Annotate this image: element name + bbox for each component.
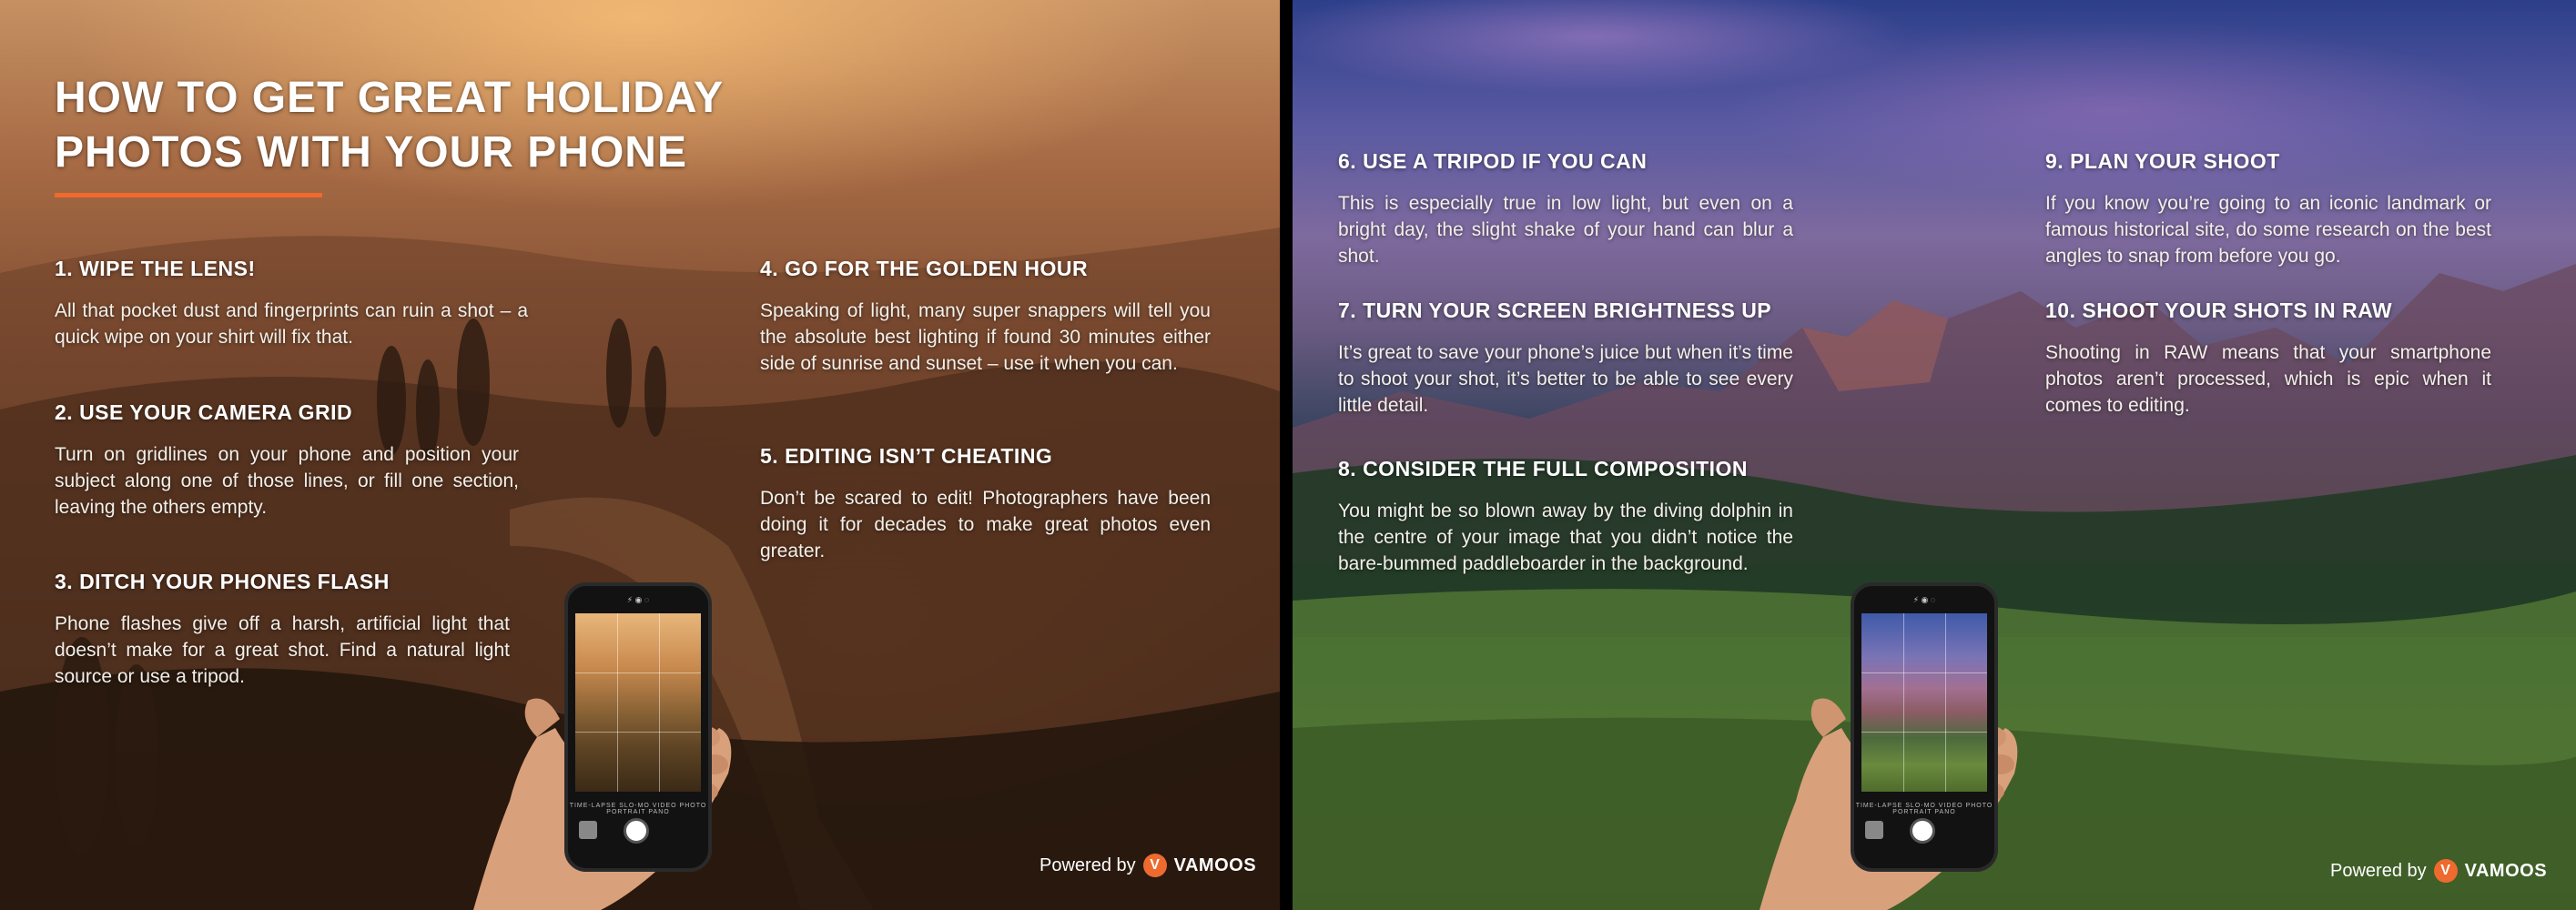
tip-body: You might be so blown away by the diving dolphin in the centre of your image that you didn’t notice the bare-bummed paddleboarder in the background. bbox=[1338, 500, 1793, 574]
camera-top-icons: ⚡ ◉ ◌ bbox=[1912, 595, 1936, 604]
vamoos-logo-icon: V bbox=[2434, 859, 2458, 883]
tip-heading: 5. EDITING ISN’T CHEATING bbox=[760, 444, 1053, 468]
powered-by-label: Powered by bbox=[2330, 860, 2427, 881]
left-infographic-panel bbox=[0, 0, 1280, 910]
tip-heading: 8. CONSIDER THE FULL COMPOSITION bbox=[1338, 457, 1749, 480]
tip-7 bbox=[1338, 298, 1793, 419]
brand-name: VAMOOS bbox=[1173, 854, 1257, 875]
tip-3 bbox=[55, 570, 510, 690]
gallery-thumbnail bbox=[579, 821, 597, 839]
title-line-1: HOW TO GET GREAT HOLIDAY bbox=[55, 74, 725, 122]
tip-10 bbox=[2045, 298, 2491, 419]
shutter-button-icon bbox=[1910, 818, 1935, 844]
tip-2 bbox=[55, 400, 519, 521]
panel-divider bbox=[1280, 0, 1293, 910]
tip-heading: 9. PLAN YOUR SHOOT bbox=[2045, 149, 2280, 173]
gallery-thumbnail bbox=[1865, 821, 1883, 839]
phone-screen bbox=[575, 613, 701, 792]
vamoos-logo-icon: V bbox=[1143, 854, 1167, 877]
tip-1 bbox=[55, 257, 528, 350]
tip-8 bbox=[1338, 457, 1793, 577]
title-line-2: PHOTOS WITH YOUR PHONE bbox=[55, 128, 687, 177]
tip-heading: 10. SHOOT YOUR SHOTS IN RAW bbox=[2045, 298, 2393, 322]
powered-by-badge bbox=[2330, 859, 2547, 883]
hand-holding-phone bbox=[1741, 582, 2033, 910]
brand-name: VAMOOS bbox=[2464, 860, 2548, 881]
tip-body: All that pocket dust and fingerprints can ruin a shot – a quick wipe on your shirt will fix that. bbox=[55, 300, 528, 348]
camera-modes: TIME-LAPSE SLO-MO VIDEO PHOTO PORTRAIT PANO bbox=[1855, 803, 1993, 815]
powered-by-badge bbox=[1040, 854, 1256, 877]
tip-heading: 3. DITCH YOUR PHONES FLASH bbox=[55, 570, 390, 593]
tip-heading: 7. TURN YOUR SCREEN BRIGHTNESS UP bbox=[1338, 298, 1772, 322]
tip-heading: 1. WIPE THE LENS! bbox=[55, 257, 256, 280]
tip-heading: 4. GO FOR THE GOLDEN HOUR bbox=[760, 257, 1089, 280]
hand-holding-phone bbox=[455, 582, 746, 910]
tip-body: Turn on gridlines on your phone and position your subject along one of those lines, or fill one section, leaving the others empty. bbox=[55, 444, 519, 518]
tip-body: This is especially true in low light, but even on a bright day, the slight shake of your hand can blur a shot. bbox=[1338, 193, 1793, 267]
camera-top-icons: ⚡ ◉ ◌ bbox=[626, 595, 650, 604]
tip-heading: 2. USE YOUR CAMERA GRID bbox=[55, 400, 353, 424]
tip-9 bbox=[2045, 149, 2491, 269]
page-title bbox=[55, 71, 874, 180]
camera-modes: TIME-LAPSE SLO-MO VIDEO PHOTO PORTRAIT PANO bbox=[569, 803, 707, 815]
tip-body: Shooting in RAW means that your smartphone photos aren’t processed, which is epic when it comes to editing. bbox=[2045, 342, 2491, 416]
powered-by-label: Powered by bbox=[1040, 854, 1136, 875]
tip-body: Speaking of light, many super snappers will tell you the absolute best lighting if found 30 minutes either side of sunrise and sunset – use it when you can. bbox=[760, 300, 1211, 374]
tip-body: Don’t be scared to edit! Photographers have been doing it for decades to make great photos even greater. bbox=[760, 488, 1211, 561]
tip-6 bbox=[1338, 149, 1793, 269]
smartphone bbox=[564, 582, 712, 872]
tip-body: It’s great to save your phone’s juice but when it’s time to shoot your shot, it’s better to be able to see every little detail. bbox=[1338, 342, 1793, 416]
tip-heading: 6. USE A TRIPOD IF YOU CAN bbox=[1338, 149, 1648, 173]
phone-screen bbox=[1861, 613, 1987, 792]
title-underline bbox=[55, 193, 322, 197]
shutter-button-icon bbox=[624, 818, 649, 844]
tip-body: Phone flashes give off a harsh, artificial light that doesn’t make for a great shot. Find a natural light source or use a tripod. bbox=[55, 613, 510, 687]
right-infographic-panel bbox=[1293, 0, 2576, 910]
tip-4 bbox=[760, 257, 1211, 377]
smartphone bbox=[1851, 582, 1998, 872]
tip-5 bbox=[760, 444, 1211, 564]
tip-body: If you know you’re going to an iconic landmark or famous historical site, do some research on the best angles to snap from before you go. bbox=[2045, 193, 2491, 267]
